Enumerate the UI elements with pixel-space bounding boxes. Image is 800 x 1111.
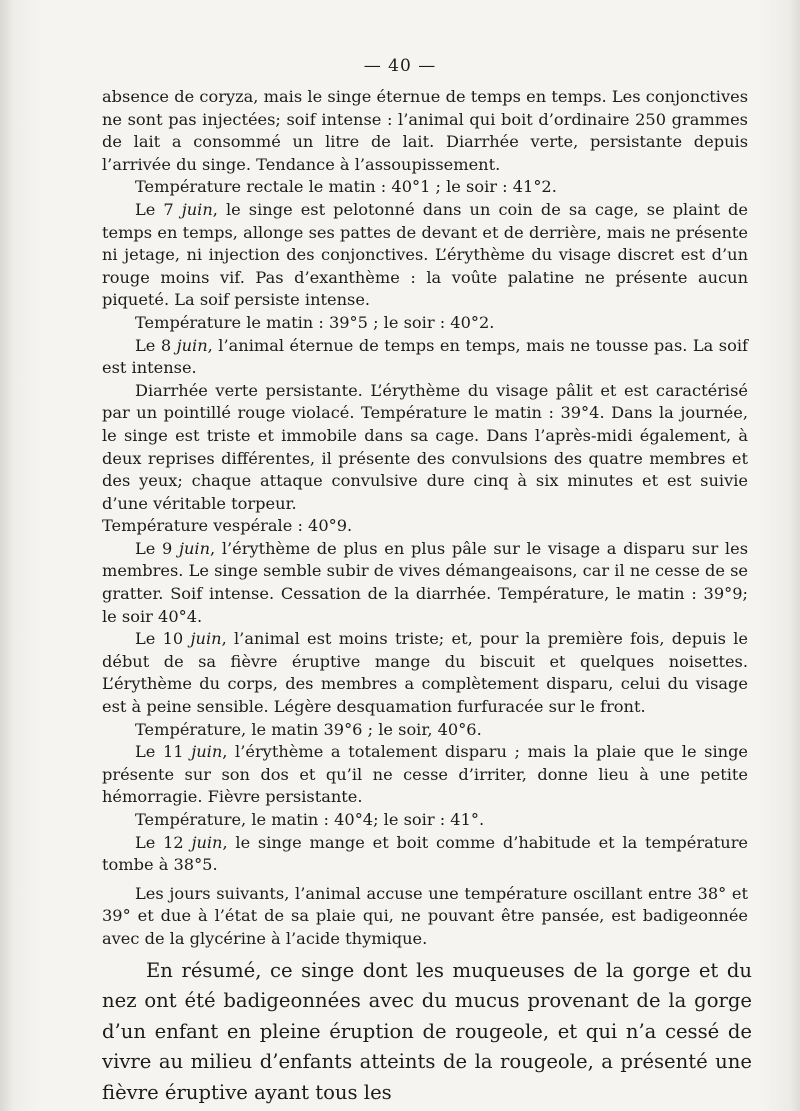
paragraph-diarrhea xyxy=(102,380,748,516)
paragraph-text: Les jours suivants, l’animal accuse une température oscillant entre 38° et 39° et due à l’état de sa plaie qui, ne pouvant être pansée, est badigeonnée avec de la glycérine à l’acide thymique. xyxy=(102,883,748,948)
paragraph-continuation xyxy=(102,86,748,176)
paragraph-text: , le singe est pelotonné dans un coin de sa cage, se plaint de temps en temps, allonge ses pattes de devant et de derrière, mais ne présente ni jetage, ni injection des conjonctives. L’érythème du visage discret est d’un rouge moins vif. Pas d’exanthème : la voûte palatine ne présente aucun piqueté. La soif persiste intense. xyxy=(102,199,748,310)
paragraph-temperature xyxy=(102,809,748,832)
paragraph-text: , l’animal est moins triste; et, pour la première fois, depuis le début de sa fièvre éruptive mange du biscuit et quelques noisettes. L’érythème du corps, des membres a complètement disparu, celui du visage est à peine sensible. Légère desquamation furfuracée sur le front. xyxy=(102,629,749,717)
paragraph-june-9 xyxy=(102,538,748,628)
paragraph-text: , l’animal éternue de temps en temps, mais ne tousse pas. La soif est intense. xyxy=(102,335,748,378)
paragraph-text: Le 9 xyxy=(135,538,179,558)
paragraph-temperature xyxy=(102,719,748,742)
paragraph-text: Le 8 xyxy=(135,335,177,355)
paragraph-june-8 xyxy=(102,335,748,380)
paragraph-text: absence de coryza, mais le singe éternue de temps en temps. Les conjonctives ne sont pas injectées; soif intense : l’animal qui boit d’ordinaire 250 grammes de lait a consommé un litre de lait. Diarrhée verte, persistante depuis l’arrivée du singe. Tendance à l’assoupissement. xyxy=(102,87,748,174)
summary-section xyxy=(102,956,752,1108)
paragraph-text: , l’érythème de plus en plus pâle sur le visage a disparu sur les membres. Le singe semble subir de vives démangeaisons, car il ne cesse de se gratter. Soif intense. Cessation de la diarrhée. Température, le matin : 39°9; le soir 40°4. xyxy=(102,538,748,626)
paragraph-text: Le 10 xyxy=(135,629,191,649)
paragraph-june-7 xyxy=(102,199,748,312)
paragraph-text: Température le matin : 39°5 ; le soir : 40°2. xyxy=(135,312,495,332)
paragraph-text: Température, le matin 39°6 ; le soir, 40°6. xyxy=(135,719,482,739)
paragraph-temperature xyxy=(102,176,748,199)
paragraph-june-10 xyxy=(102,628,748,718)
paragraph-temperature xyxy=(102,515,748,538)
case-notes xyxy=(102,86,748,951)
paragraph-text: , l’érythème a totalement disparu ; mais la plaie que le singe présente sur son dos et qu’il ne cesse d’irriter, donne lieu à une petite hémorragie. Fièvre persistante. xyxy=(102,742,749,807)
page-number: — 40 — xyxy=(363,56,437,76)
paragraph-temperature xyxy=(102,312,748,335)
date-month: juin xyxy=(178,538,211,558)
paragraph-text: Température, le matin : 40°4; le soir : 41°. xyxy=(135,810,485,829)
paragraph-text: Diarrhée verte persistante. L’érythème du visage pâlit et est caractérisé par un pointillé rouge violacé. Température le matin : 39°4. Dans la journée, le singe est triste et immobile dans sa cage. Dans l’après-midi également, à deux reprises différentes, il présente des convulsions des quatre membres et des yeux; chaque attaque convulsive dure cinq à six minutes et est suivie d’une véritable torpeur. xyxy=(102,380,748,513)
paragraph-following-days xyxy=(102,883,748,951)
paragraph-text: Le 7 xyxy=(135,199,182,219)
date-month: juin xyxy=(176,335,208,355)
summary-paragraph: En résumé, ce singe dont les muqueuses de la gorge et du nez ont été badigeonnées avec du mucus provenant de la gorge d’un enfant en pleine éruption de rougeole, et qui n’a cessé de vivre au milieu d’enfants atteints de la rougeole, a présenté une fièvre éruptive ayant tous les xyxy=(102,959,752,1104)
date-month: juin xyxy=(190,629,222,649)
paragraph-june-12 xyxy=(102,832,748,877)
paragraph-text: Le 12 xyxy=(135,832,192,852)
paragraph-text: Température vespérale : 40°9. xyxy=(102,516,353,536)
paragraph-june-11 xyxy=(102,741,748,809)
paragraph-text: Température rectale le matin : 40°1 ; le soir : 41°2. xyxy=(135,177,557,197)
date-month: juin xyxy=(181,199,213,219)
date-month: juin xyxy=(191,832,223,852)
paragraph-text: Le 11 xyxy=(135,742,192,762)
date-month: juin xyxy=(191,742,223,762)
paragraph-text: , le singe mange et boit comme d’habitude et la température tombe à 38°5. xyxy=(102,832,749,875)
